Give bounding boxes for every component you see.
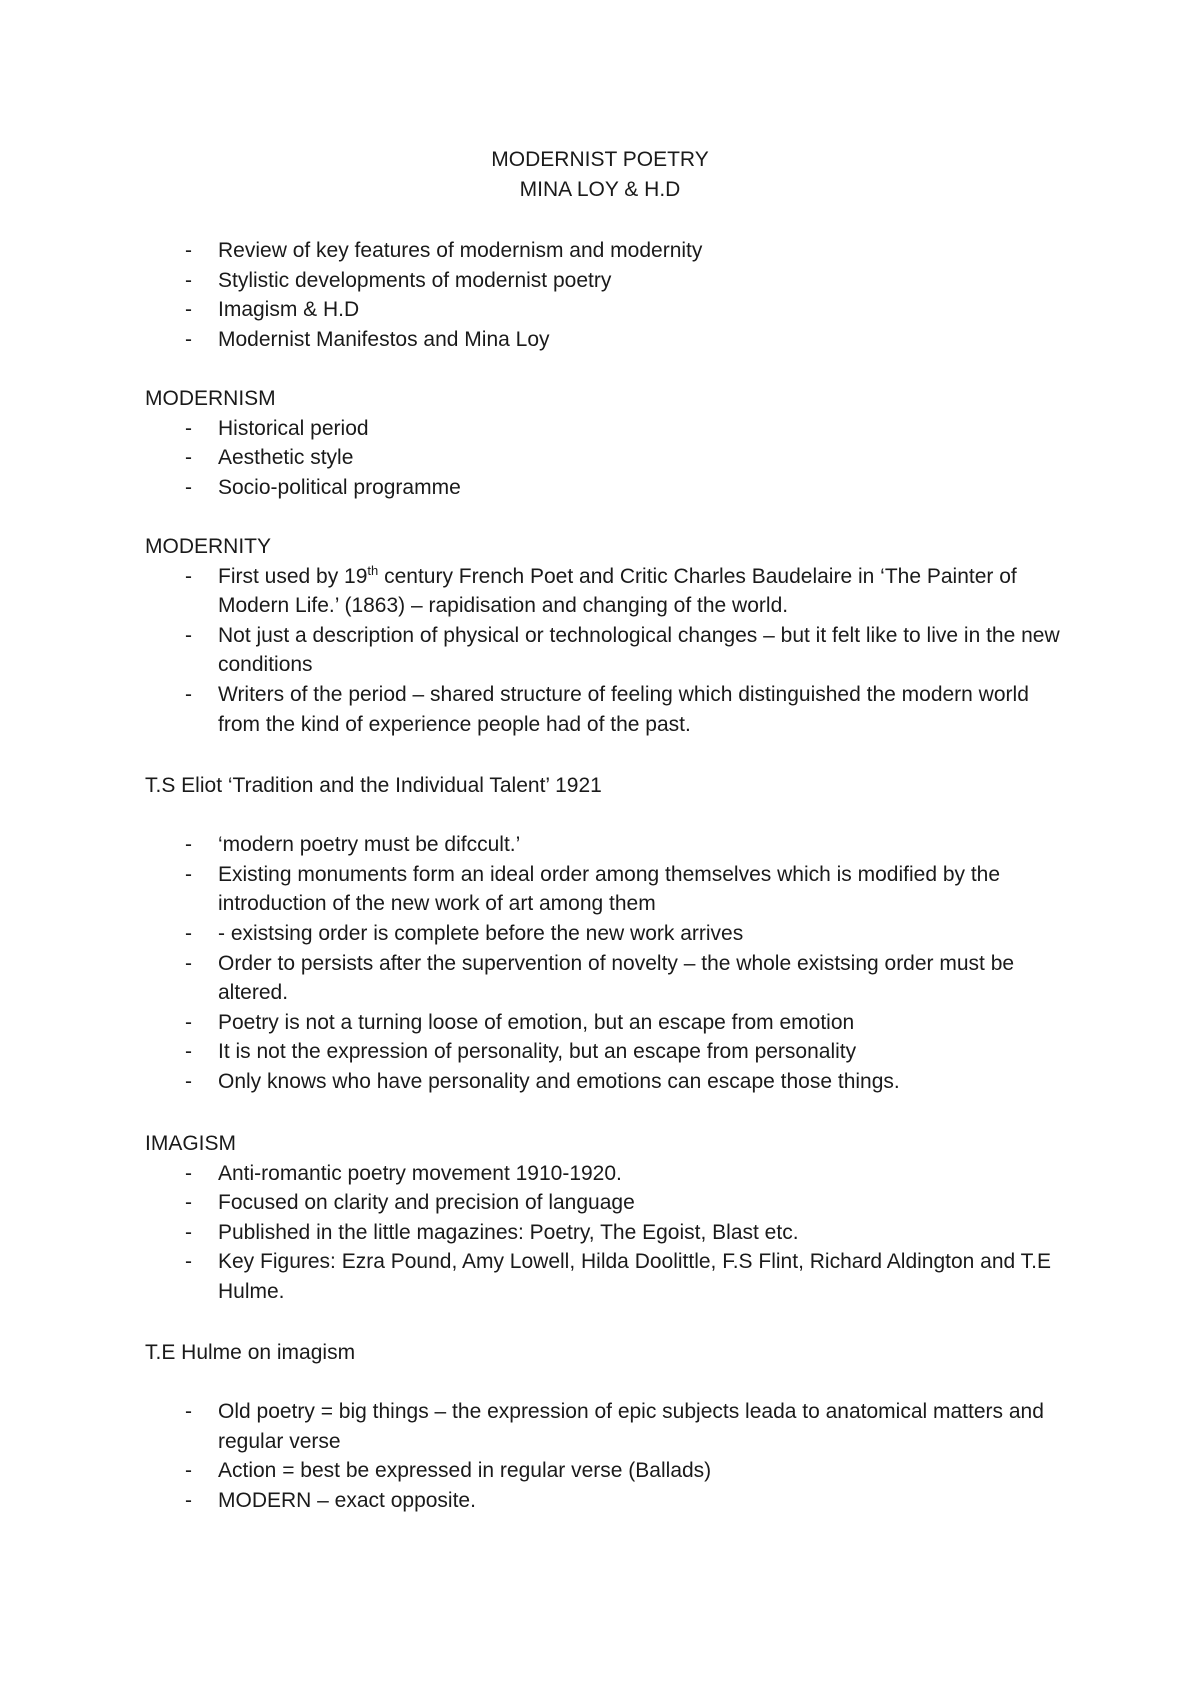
- hulme-section: [145, 1338, 1065, 1516]
- list-item: - - existsing order is complete before the new work arrives: [145, 919, 1065, 949]
- list-item: - Order to persists after the supervention of novelty – the whole existsing order must be altered.: [145, 949, 1065, 1008]
- imagism-list: [145, 1159, 1065, 1307]
- list-item: - Review of key features of modernism and modernity: [145, 236, 1065, 266]
- eliot-section: [145, 771, 1065, 1097]
- list-item: - Poetry is not a turning loose of emotion, but an escape from emotion: [145, 1008, 1065, 1038]
- section-heading: T.E Hulme on imagism: [145, 1341, 356, 1364]
- section-heading: IMAGISM: [145, 1132, 237, 1155]
- overview-section: [145, 236, 1065, 354]
- list-item: - Key Figures: Ezra Pound, Amy Lowell, Hilda Doolittle, F.S Flint, Richard Aldington and T.E Hulme.: [145, 1247, 1065, 1306]
- document-subtitle: MINA LOY & H.D: [519, 177, 681, 201]
- list-item: - Action = best be expressed in regular verse (Ballads): [145, 1456, 1065, 1486]
- list-item: - Imagism & H.D: [145, 295, 1065, 325]
- document-title: MODERNIST POETRY: [491, 148, 709, 171]
- list-item: - Published in the little magazines: Poetry, The Egoist, Blast etc.: [145, 1218, 1065, 1248]
- list-item: - Not just a description of physical or technological changes – but it felt like to live in the new conditions: [145, 621, 1065, 680]
- title-block: [0, 145, 1200, 204]
- list-item: - Focused on clarity and precision of language: [145, 1188, 1065, 1218]
- list-item: - First used by 19th century French Poet and Critic Charles Baudelaire in ‘The Painter of Modern Life.’ (1863) – rapidisation and changing of the world.: [145, 562, 1065, 621]
- list-item: - Modernist Manifestos and Mina Loy: [145, 325, 1065, 355]
- list-item: - Existing monuments form an ideal order among themselves which is modified by the introduction of the new work of art among them: [145, 860, 1065, 919]
- imagism-section: [145, 1129, 1065, 1307]
- section-heading: MODERNISM: [145, 387, 276, 410]
- list-item: - Stylistic developments of modernist poetry: [145, 266, 1065, 296]
- overview-list: [145, 236, 1065, 354]
- list-item: - Only knows who have personality and emotions can escape those things.: [145, 1067, 1065, 1097]
- hulme-list: [145, 1397, 1065, 1515]
- list-item: - Socio-political programme: [145, 473, 1065, 503]
- list-item: - ‘modern poetry must be difccult.’: [145, 830, 1065, 860]
- section-heading: MODERNITY: [145, 535, 271, 558]
- modernism-section: [145, 384, 1065, 502]
- section-heading: T.S Eliot ‘Tradition and the Individual Talent’ 1921: [145, 774, 602, 797]
- list-item: - It is not the expression of personality, but an escape from personality: [145, 1037, 1065, 1067]
- modernism-list: [145, 414, 1065, 503]
- modernity-section: [145, 532, 1065, 739]
- list-item: - Historical period: [145, 414, 1065, 444]
- eliot-list: [145, 830, 1065, 1096]
- list-item: - Anti-romantic poetry movement 1910-1920.: [145, 1159, 1065, 1189]
- list-item: - Aesthetic style: [145, 443, 1065, 473]
- modernity-list: [145, 562, 1065, 740]
- list-item: - Writers of the period – shared structure of feeling which distinguished the modern world from the kind of experience people had of the past.: [145, 680, 1065, 739]
- list-item: - Old poetry = big things – the expression of epic subjects leada to anatomical matters and regular verse: [145, 1397, 1065, 1456]
- list-item: - MODERN – exact opposite.: [145, 1486, 1065, 1516]
